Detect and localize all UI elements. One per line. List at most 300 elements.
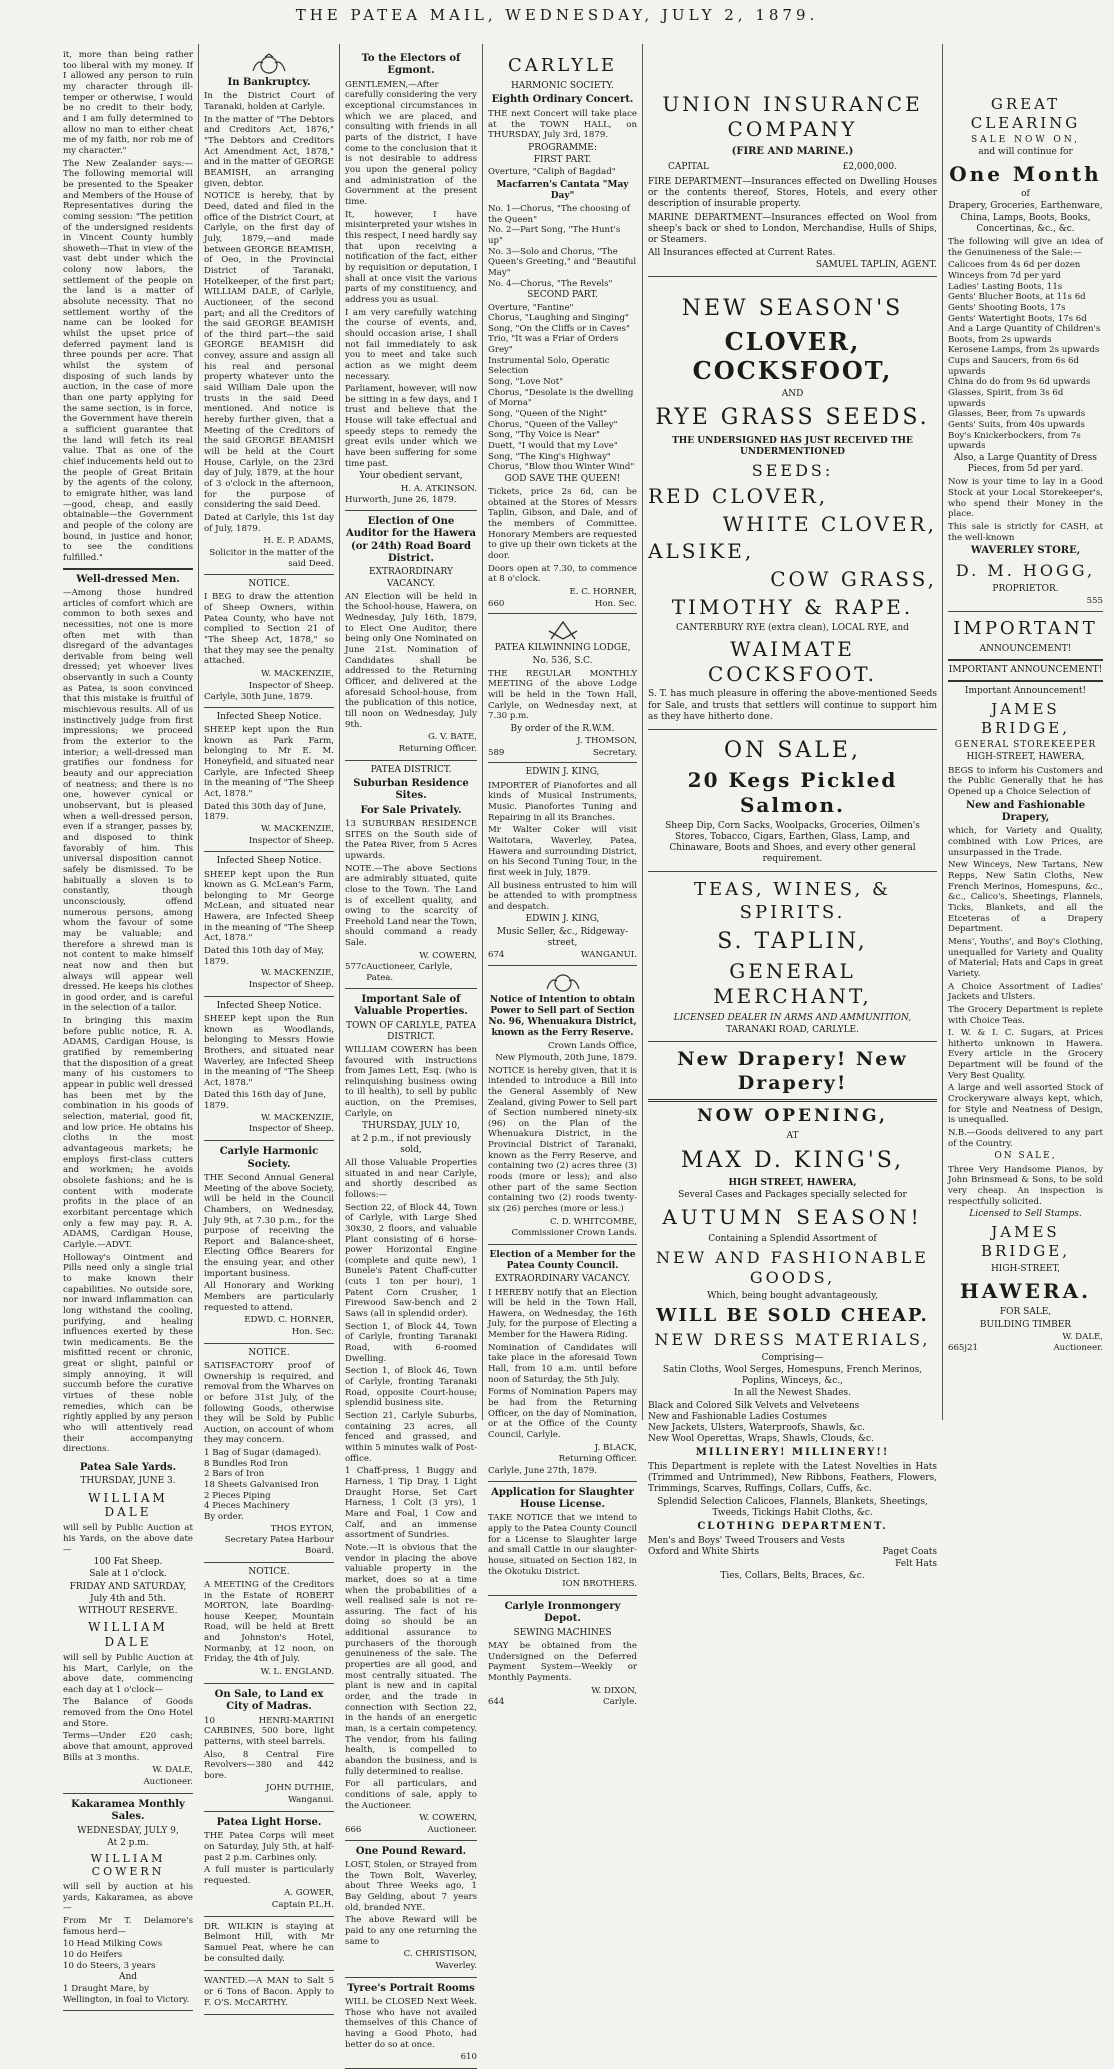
ad-signature: Music Seller, &c., Ridgeway-street, (496, 926, 629, 948)
ad-signature: Inspector of Sheep. (248, 980, 334, 991)
ad-title: Application for Slaughter House License. (491, 1486, 634, 1511)
article-text: The New Zealander says:—The following memorial will be presented to the Speaker and Members of the House of Representatives during the coming session: "The petition of the undersigned residents in Vincent County humbly showeth—That in view of the vast debt under which the colony now labors, the settlement of the people on the land is a matter of absolute necessity. That no settlement worthy of the name can be looked for whilst the upset price of deferred payment land is three pounds per acre. That whilst the system of disposing of such lands by auction, in the case of more than one party applying for the same section, is in force, the Government have therein a sufficient guarantee that the land will fetch its real value. That as one of the chief inducements held out to the people of Great Britain by the agents of the colony, to emigrate hither, was land—good, cheap, and easily obtainable—the Government and people of the colony are bound, in justice and honor, to see the conditions fulfilled." (63, 158, 193, 563)
ad-text: SATISFACTORY proof of Ownership is required, and removal from the Wharves on or before 31st July, of the following Goods, otherwise they will be Sold by Public Auction, on account of whom they may concern. (204, 1360, 334, 1446)
ad-signature: W. COWERN, (419, 950, 477, 961)
ad-signature: H. E. P. ADAMS, (263, 536, 334, 547)
ad-text: Containing a Splendid Assortment of (708, 1233, 877, 1244)
ad-text: THE REGULAR MONTHLY MEETING of the above Lodge will be held in the Town Hall, Carlyle, on Wednesday next, at 7.30 p.m. (488, 668, 637, 722)
ad-signature: W. MACKENZIE, (261, 1112, 334, 1123)
ad-number: 666 (345, 1824, 362, 1835)
ad-signature: Inspector of Sheep. (248, 835, 334, 846)
ad-title: UNION INSURANCE COMPANY (662, 92, 923, 141)
ad-date: Carlyle, 30th June, 1879. (204, 692, 314, 703)
ad-text: The following will give an idea of the Genuineness of the Sale:— (948, 236, 1103, 258)
ad-text: By order of the R.W.M. (510, 723, 615, 734)
ad-list-item: New and Fashionable Ladies Costumes (648, 1411, 827, 1422)
ad-text: SHEEP kept upon the Run known as G. McLean's Farm, belonging to Mr George McLean, and situated near Hawera, are Infected Sheep in the meaning of "The Sheep Act, 1878." (204, 869, 334, 944)
ad-list-item: 10 Head Milking Cows (63, 1939, 163, 1950)
ad-title: CARLYLE (507, 55, 618, 76)
ad-title: EDWIN J. KING, (525, 767, 600, 778)
column-4 (483, 44, 643, 1708)
ad-signature: H. A. ATKINSON. (400, 483, 477, 494)
ad-list-item: Felt Hats (895, 1559, 937, 1570)
ad-list-item: Oxford and White Shirts (648, 1546, 760, 1557)
ad-notice-wharf-goods (204, 1344, 334, 1563)
ad-text: Satin Cloths, Wool Serges, Homespuns, French Merinos, Poplins, Winceys, &c., (662, 1365, 923, 1387)
ad-text: GENTLEMEN,—After carefully considering the very exceptional circumstances in which we are placed, and consulting with friends in all parts of the district, I have come to the conclusion that it is not desirable to address you upon the general policy and administration of the Government at the present time. (345, 79, 477, 207)
ad-text: This sale is strictly for CASH, at the well-known (948, 521, 1103, 543)
ad-text: The above Reward will be paid to any one returning the same to (345, 1915, 477, 1947)
ad-title: Important Sale of Valuable Properties. (354, 993, 468, 1018)
ad-signature: G. V. BATE, (428, 732, 477, 743)
programme-item: Overture, "Caliph of Bagdad" (488, 167, 616, 178)
ad-title: Infected Sheep Notice. (216, 711, 322, 722)
ad-text: I. W. & I. C. Sugars, at Prices hitherto unknown in Hawera. Every article in the Grocery Department will be found of the Very Best Quality. (948, 1028, 1103, 1081)
ad-name: WILLIAM COWERN (90, 1851, 166, 1879)
programme-item: Chorus, "Desolate is the dwelling of Morna" (488, 387, 634, 409)
price-item: Boy's Knickerbockers, from 7s upwards (948, 430, 1081, 452)
ad-signature: Hon. Sec. (291, 1327, 334, 1338)
ad-list-item: And (118, 1972, 138, 1983)
ad-title: Patea Sale Yards. (79, 1462, 177, 1474)
ad-kilwinning-lodge (488, 614, 637, 763)
ad-title: SALE NOW ON, (971, 135, 1080, 146)
divider (948, 659, 1103, 661)
ad-title: ON SALE, (724, 737, 861, 763)
ad-title: GENERAL MERCHANT, (713, 959, 872, 1009)
article-heading: Well-dressed Men. (76, 573, 180, 585)
ad-number: 577c (345, 962, 367, 973)
price-item: Winceys from 7d per yard (948, 270, 1061, 281)
ad-subtitle: SEWING MACHINES (513, 1627, 612, 1638)
ad-title: Infected Sheep Notice. (216, 856, 322, 867)
ad-text: will sell by Public Auction at his Mart, Carlyle, on the above date, commencing each day at 1 o'clock— (63, 1652, 193, 1695)
ad-text: Mens', Youths', and Boy's Clothing, unequalled for Variety and Quality of Material; Hats and Caps in great Variety. (948, 936, 1103, 979)
article-text: it, more than being rather too liberal with my money. If I allowed any person to ruin my character through ill-temper or otherwise, I would be no credit to their body, and I am fully determined to allow no man to either cheat me of my faith, nor rob me of my character." (63, 50, 193, 156)
ad-text: NOTE.—The above Sections are admirably situated, quite close to the Town. The Land is of excellent quality, and owing to the scarcity of Freehold Land near the Town, should command a ready Sale. (345, 863, 477, 949)
ad-title: WAVERLEY STORE, (970, 545, 1081, 557)
ad-date: Carlyle, June 27th, 1879. (488, 1466, 598, 1477)
ad-pound-reward (345, 1841, 477, 1978)
ad-date: at 2 p.m., if not previously sold, (350, 1133, 472, 1155)
ad-text: 13 SUBURBAN RESIDENCE SITES on the South side of the Patea River, from 5 Acres upwards. (345, 818, 477, 861)
ad-title: BUILDING TIMBER (979, 1319, 1072, 1330)
ad-title: In Bankruptcy. (227, 77, 311, 88)
ad-signature: E. C. HORNER, (569, 587, 637, 598)
ad-name: WILLIAM DALE (88, 1620, 168, 1649)
ad-title: Notice of Intention to obtain Power to Sell part of Section No. 96, Whenuakura District, known as the Ferry Reserve. (488, 994, 637, 1039)
programme-item: Song, "On the Cliffs or in Caves" (488, 323, 630, 334)
ad-signature: W. COWERN, (419, 1813, 477, 1824)
price-item: Also, a Large Quantity of Dress Pieces, from 5d per yard. (953, 453, 1098, 475)
ad-text: A MEETING of the Creditors in the Estate of ROBERT MORTON, late Boarding-house Keeper, Mountain Road, will be held at Brett and Johnston's Hotel, Normanby, at 12 noon, on Friday, the 4th of July. (204, 1579, 334, 1665)
ad-title: NEW DRESS MATERIALS, (654, 1330, 931, 1350)
ad-heading: Eighth Ordinary Concert. (491, 94, 634, 106)
ad-text: of (1021, 189, 1030, 200)
price-item: Gents' Suits, from 40s upwards (948, 420, 1085, 431)
ad-edwin-king (488, 763, 637, 965)
ad-list-item: 8 Bundles Rod Iron (204, 1458, 289, 1469)
ad-title: GREAT CLEARING (970, 95, 1081, 132)
ad-text: All Insurances effected at Current Rates. (648, 248, 836, 259)
ad-title: Patea Light Horse. (216, 1816, 322, 1828)
ad-signature: WANGANUI. (580, 949, 637, 960)
ad-signature: Solicitor in the matter of the said Deed. (209, 547, 334, 569)
ad-subtitle: No. 536, S.C. (532, 655, 593, 666)
ad-kakaramea-sales (63, 1794, 193, 2011)
ad-text: New Winceys, New Tartans, New Repps, New Satin Cloths, New French Merinos, Homespuns, &c., &c., Calico's, Sheetings, Flannels, Ticks, Blankets, and all the Etceteras of a Drapery Department. (948, 860, 1103, 935)
ad-signature: Auctioneer, Carlyle, Patea. (366, 962, 453, 984)
ad-date: Hurworth, June 26, 1879. (345, 495, 457, 506)
ad-text: SHEEP kept upon the Run known as Woodlands, belonging to Messrs Howie Brothers, and situated near Waverley, are Infected Sheep in the meaning of "The Sheep Act, 1878." (204, 1013, 334, 1088)
ad-text: Several Cases and Packages specially selected for (678, 1189, 907, 1200)
ad-text: 10 HENRI-MARTINI CARBINES, 500 bore, light patterns, with steel barrels. (204, 1715, 334, 1747)
ad-title: JAMES BRIDGE, (981, 700, 1070, 737)
ad-list-item: 4 Pieces Machinery (204, 1501, 290, 1512)
seed-item: TIMOTHY & RAPE. (671, 594, 914, 619)
programme-item: No. 2—Part Song, "The Hunt's up" (488, 225, 621, 247)
newspaper-columns (58, 44, 1108, 2063)
ad-light-horse (204, 1812, 334, 1917)
programme-item: No. 3—Solo and Chorus, "The Queen's Greeting," and "Beautiful May" (488, 246, 637, 279)
price-item: Calicoes from 4s 6d per dozen (948, 260, 1081, 271)
ad-title: NEW SEASON'S (681, 296, 904, 322)
ad-text: AT (786, 1131, 799, 1142)
ad-james-bridge (948, 612, 1103, 1358)
ad-list-item: 10 do Steers, 3 years (63, 1960, 156, 1971)
ad-text: A large and well assorted Stock of Crockeryware always kept, which, for Style and Neatness of Design, is unequalled. (948, 1083, 1103, 1126)
ad-list-item: 1 Draught Mare, by Wellington, in foal to Victory. (63, 1984, 190, 2006)
ad-list-item: Ties, Collars, Belts, Braces, &c. (720, 1571, 865, 1582)
ad-signature: C. CHRISTISON, (403, 1949, 477, 1960)
ad-list-item: 2 Pieces Piping (204, 1490, 271, 1501)
ad-name: WILLIAM DALE (88, 1490, 168, 1520)
ad-title: To the Electors of Egmont. (361, 53, 461, 77)
ad-number: 674 (488, 949, 505, 960)
ad-text: GOD SAVE THE QUEEN! (504, 474, 621, 485)
programme-item: Chorus, "Blow thou Winter Wind" (488, 462, 635, 473)
ad-carbines (204, 1684, 334, 1812)
programme-item: Chorus, "Queen of the Valley" (488, 419, 618, 430)
ad-heading: Suburban Residence Sites. (353, 777, 469, 802)
ad-text: Comprising— (761, 1353, 824, 1364)
ad-text: Sale at 1 o'clock. (89, 1569, 167, 1580)
ad-title: CLOTHING DEPARTMENT. (697, 1521, 888, 1533)
seed-item: WAIMATE COCKSFOOT. (707, 636, 878, 686)
ad-signature: Auctioneer. (1053, 1343, 1103, 1354)
ad-heading: SECOND PART. (527, 290, 598, 301)
ad-title: ANNOUNCEMENT! (979, 643, 1072, 654)
ad-title: One Month (949, 161, 1102, 186)
ad-number: 665j21 (948, 1343, 979, 1354)
ad-text: I HEREBY notify that an Election will be held in the Town Hall, Hawera, on Wednesday, the 16th July, for the purpose of Electing a Member for the Hawera Riding. (488, 1287, 637, 1341)
ad-signature: W. MACKENZIE, (261, 669, 334, 680)
ad-text: TARANAKI ROAD, CARLYLE. (726, 1025, 859, 1036)
divider (648, 1099, 937, 1102)
masthead: THE PATEA MAIL, WEDNESDAY, JULY 2, 1879. (295, 6, 819, 24)
ad-text: Crown Lands Office, (547, 1041, 637, 1052)
ad-text: Tickets, price 2s 6d, can be obtained at the Stores of Messrs Taplin, Gibson, and Dale, and of the members of Committee. Honorary Members are requested to give up their own tickets at the door. (488, 487, 637, 562)
ad-text: In all the Newest Shades. (733, 1388, 852, 1399)
ad-signature: W. MACKENZIE, (261, 968, 334, 979)
column-2 (199, 44, 340, 2008)
ad-text: In the District Court of Taranaki, holden at Carlyle. (204, 91, 334, 113)
ad-date: THURSDAY, JULY 10, (362, 1121, 460, 1132)
ad-heading: FIRST PART. (533, 154, 592, 165)
seed-item: SEEDS: (751, 460, 834, 480)
ad-title: NOW OPENING, (697, 1106, 888, 1127)
ad-text: BEGS to inform his Customers and the Public Generally that he has Opened up a Choice Selection of (948, 765, 1103, 797)
divider (63, 568, 193, 570)
programme-item: No. 1—Chorus, "The choosing of the Queen" (488, 204, 630, 225)
ad-infected-sheep-1 (204, 708, 334, 852)
ad-signature: Auctioneer. (143, 1777, 193, 1788)
ad-signature: THOS EYTON, (270, 1523, 334, 1534)
ad-text: Forms of Nomination Papers may be had from the Returning Officer, on the day of Nomination, or at the Office of the County Council, Carlyle. (488, 1387, 637, 1441)
ad-text: HIGH STREET, HAWERA, (728, 1177, 857, 1188)
programme-item: Song, "Love Not" (488, 377, 564, 388)
ad-text: A full muster is particularly requested. (204, 1865, 334, 1886)
ad-title: IMPORTANT (953, 618, 1098, 640)
ad-slaughter-license (488, 1482, 637, 1596)
programme-item: Song, "Thy Voice is Near" (488, 430, 601, 441)
ad-text: THE UNDERSIGNED HAS JUST RECEIVED THE UNDERMENTIONED (672, 435, 913, 457)
ad-text: THE Second Annual General Meeting of the above Society, will be held in the Council Chambers, on Wednesday, July 9th, at 7.30 p.m., for the purpose of receiving the Report and Balance-sheet, Electing Office Bearers for the ensuing year, and other important business. (204, 1172, 334, 1279)
ad-seeds (648, 277, 937, 730)
ad-text: Mr Walter Coker will visit Waitotara, Waverley, Patea, Hawera and surrounding District, on his Second Tuning Tour, in the first week in July, 1879. (488, 825, 637, 878)
ad-title: Important Announcement! (964, 685, 1087, 696)
ad-title: WILL BE SOLD CHEAP. (656, 1304, 929, 1326)
ad-date: THURSDAY, JUNE 3. (80, 1476, 176, 1487)
ad-text: Section 1, of Block 44, Town of Carlyle, fronting Taranaki Road, with 6-roomed Dwelling. (345, 1321, 477, 1364)
ad-notice-sheep-owners (204, 575, 334, 708)
ad-text: Sheep Dip, Corn Sacks, Woolpacks, Groceries, Oilmen's Stores, Tobacco, Cigars, Earthen, Glass, Lamp, and Chinaware, Boots and Shoes, and every other general requirement. (665, 820, 920, 865)
ad-signature: Secretary. (592, 747, 637, 758)
price-item: And a Large Quantity of Children's Boots, from 2s upwards (948, 324, 1101, 345)
ad-text: N.B.—Goods delivered to any part of the Country. (948, 1128, 1103, 1149)
ad-text: It, however, I have misinterpreted your wishes in this respect, I need hardly say that upon receiving a notification of the fact, either by requisition or deputation, I shall at once visit the various parts of my constituency, and address you as usual. (345, 209, 477, 305)
programme-item: Chorus, "Laughing and Singing" (488, 313, 629, 324)
ad-text: S. T. has much pleasure in offering the above-mentioned Seeds for Sale, and trusts that settlers will continue to support him as they have hitherto done. (648, 689, 937, 722)
ad-text: Section 22, of Block 44, Town of Carlyle, with Large Shed 30x30, 2 floors, and valuable Plant consisting of 6 horse-power Horizontal Engine (complete and quite new), 1 Bunele's Patent Chaff-cutter (cuts 1 ton per hour), 1 Patent Corn Crusher, 1 Firewood Saw-bench and 2 Saws (all in splendid order). (345, 1202, 477, 1320)
ad-ironmongery (488, 1596, 637, 1712)
royal-crest-icon (533, 971, 593, 993)
ad-title: MILLINERY! MILLINERY!! (695, 1447, 890, 1459)
article-text: In bringing this maxim before public notice, R. A. ADAMS, Cardigan House, is gratified by remembering that the disposition of a great many of his customers to appear in public well dressed has been met by the combination in his goods of selection, material, good fit, and low price. He obtains his cloths in the most advantageous markets; he employs first-class cutters and workmen; he avoids obsolete fashions; and he is content with moderate profits in the place of an exorbitant percentage which only a few may pay. R. A. ADAMS, Cardigan House, Carlyle.—ADVT. (63, 1016, 193, 1250)
ad-text: All those Valuable Properties situated in and near Carlyle, and shortly described as follows:— (345, 1157, 477, 1200)
ad-text: THE Patea Corps will meet on Saturday, July 5th, at half-past 2 p.m. Carbines only. (204, 1831, 334, 1863)
royal-crest-icon (239, 53, 299, 75)
ad-title: HIGH-STREET, (990, 1263, 1061, 1274)
ad-text: 1 Chaff-press, 1 Buggy and Harness, 1 Tip Dray, 1 Light Draught Horse, Set Cart Harness, 1 Colt (3 yrs), 1 Mare and Foal, 1 Cow and Calf, and an immense assortment of Sundries. (345, 1466, 477, 1541)
ad-title: AUTUMN SEASON! (662, 1205, 923, 1230)
ad-list-item: New Wool Operettas, Wraps, Shawls, Clouds, &c. (648, 1434, 874, 1445)
ad-signature: Captain P.L.H. (271, 1900, 334, 1911)
ad-text: FIRE DEPARTMENT—Insurances effected on Dwelling Houses or the contents thereof, Stores, Hotels, and every other description of insurable property. (648, 177, 937, 210)
ad-text: Three Very Handsome Pianos, by John Brinsmead & Sons, to be sold very cheap. An inspection is respectfully solicited. (948, 1164, 1103, 1207)
ad-signature: Commissioner Crown Lands. (511, 1228, 637, 1239)
ad-title: Carlyle Ironmongery Depot. (504, 1601, 621, 1625)
ad-text: Dated at Carlyle, this 1st day of July, 1879. (204, 512, 334, 534)
ad-title: One Pound Reward. (355, 1845, 467, 1857)
ad-text: Which, being bought advantageously, (707, 1290, 878, 1301)
programme-item: Instrumental Solo, Operatic Selection (488, 355, 610, 377)
ad-date: New Plymouth, 20th June, 1879. (495, 1052, 637, 1063)
ad-harmonic-meeting (204, 1141, 334, 1344)
column-3 (340, 44, 483, 2063)
ad-title: Carlyle Harmonic Society. (219, 1146, 319, 1170)
ad-signature: SAMUEL TAPLIN, AGENT. (815, 260, 937, 271)
ad-text: WILLIAM COWERN has been favoured with instructions from James Lett, Esq. (who is relinquishing business owing to ill health), to sell by public auction, on the Premises, Carlyle, on (345, 1044, 477, 1119)
ad-date: July 4th and 5th. (89, 1593, 166, 1604)
ad-great-clearing (948, 48, 1103, 612)
ad-list-item: Black and Colored Silk Velvets and Velveteens (648, 1400, 860, 1411)
ad-text: Note.—It is obvious that the vendor in placing the above valuable property in the market, does so at a time when the probabilities of a well realised sale is not re-assuring. The fact of his doing so should be an additional assurance to purchasers of the thorough genuineness of the sale. The properties are all good, and most centrally situated. The plant is new and in capital order, and the trade in connection with Section 22, in the hands of an energetic man, is a certain competency. The vendor, from his failing health, is compelled to abandon the business, and is fully determined to realise. (345, 1542, 477, 1777)
price-item: Kerosene Lamps, from 2s upwards (948, 345, 1100, 356)
ad-text: WANTED.—A MAN to Salt 5 or 6 Tons of Bacon. Apply to F. O'S. McCARTHY. (204, 1976, 334, 2008)
ad-text: DR. WILKIN is staying at Belmont Hill, with Mr Samuel Peat, where he can be consulted daily. (204, 1921, 334, 1964)
ad-text: will sell by auction at his yards, Kakaramea, as above— (63, 1882, 193, 1914)
programme-item: Song, "The King's Highway" (488, 451, 611, 462)
ad-text: All Honorary and Working Members are particularly requested to attend. (204, 1281, 334, 1313)
ad-list-item: 18 Sheets Galvanised Iron (204, 1480, 319, 1491)
ad-bankruptcy (204, 48, 334, 575)
ad-carlyle-concert (488, 48, 637, 614)
ad-subtitle: HARMONIC SOCIETY. (510, 81, 615, 92)
ad-title: 20 Kegs Pickled Salmon. (687, 768, 898, 817)
ad-text: THE next Concert will take place at the TOWN HALL, on THURSDAY, July 3rd, 1879. (488, 108, 637, 141)
ad-text: By order. (204, 1512, 244, 1523)
ad-text: Drapery, Groceries, Earthenware, China, Lamps, Boots, Books, Concertinas, &c., &c. (948, 201, 1103, 234)
ad-county-election (488, 1245, 637, 1482)
ad-date: WEDNESDAY, JULY 9, (77, 1825, 179, 1836)
ad-number: 660 (488, 598, 505, 609)
price-item: Gents' Blucher Boots, at 11s 6d (948, 292, 1086, 303)
ad-text: Splendid Selection Calicoes, Flannels, Blankets, Sheetings, Tweeds, Tickings Habit Cloths, &c. (657, 1497, 928, 1519)
ad-signature: J. BLACK, (594, 1442, 637, 1453)
ad-text: Also, 8 Central Fire Revolvers—380 and 442 bore. (204, 1749, 334, 1781)
ad-date: FRIDAY AND SATURDAY, (69, 1581, 187, 1592)
ad-signature: Inspector of Sheep. (248, 1124, 334, 1135)
ad-text: All business entrusted to him will be attended to with promptness and despatch. (488, 880, 637, 912)
ad-text: MARINE DEPARTMENT—Insurances effected on Wool from sheep's back or shed to London, Merchandise, Hulls of Ships, or Steamers. (648, 212, 937, 245)
column-5 (643, 44, 943, 1582)
ad-title: RYE GRASS SEEDS. (655, 405, 930, 431)
ad-signature: W. DIXON, (591, 1685, 637, 1696)
ad-title: HIGH-STREET, HAWERA, (966, 752, 1085, 763)
ad-title: MAX D. KING'S, (680, 1147, 905, 1173)
ad-text: Nomination of Candidates will take place in the aforesaid Town Hall, from 10 a.m. until before noon of Saturday, the 5th July. (488, 1342, 637, 1385)
ad-text: 100 Fat Sheep. (93, 1557, 163, 1568)
ad-signature: Auctioneer. (427, 1824, 477, 1835)
ad-date: At 2 p.m. (107, 1837, 149, 1848)
ad-title: FOR SALE, (999, 1307, 1052, 1318)
ad-list-item: 10 do Heifers (63, 1950, 123, 1960)
ad-text: Doors open at 7.30, to commence at 8 o'clock. (488, 563, 637, 585)
ad-number: 644 (488, 1697, 505, 1708)
ad-text: LOST, Stolen, or Strayed from the Town Bolt, Waverley, about Three Weeks ago, 1 Bay Gelding, about 7 years old, branded NYE. (345, 1860, 477, 1913)
price-item: Cups and Saucers, from 6s 6d upwards (948, 356, 1079, 377)
ad-title: Election of a Member for the Patea County Council. (489, 1250, 636, 1272)
price-item: Ladies' Lasting Boots, 11s (948, 281, 1063, 292)
seed-item: RED CLOVER, (648, 483, 829, 508)
ad-subtitle: EXTRAORDINARY VACANCY. (369, 567, 453, 589)
ad-text: For all particulars, and conditions of sale, apply to the Auctioneer. (345, 1779, 477, 1811)
ad-text: Terms—Under £20 cash; above that amount, approved Bills at 3 months. (63, 1731, 193, 1763)
ad-text: NOTICE is hereby given, that it is intended to introduce a Bill into the General Assembly of New Zealand, giving Power to Sell part of Section numbered ninety-six (96) on the Plan of the Whenuakura District, in the Provincial District of Taranaki, known as the Ferry Reserve, and containing two (2) acres three (3) roods (more or less); and also other part of the same Section containing two (2) roods twenty-six (26) perches (more or less.) (488, 1065, 637, 1215)
programme-item: Duett, "I would that my Love" (488, 441, 618, 452)
ad-text: which, for Variety and Quality, combined with Low Prices, are unsurpassed in the Trade. (948, 826, 1103, 858)
article-text: Holloway's Ointment and Pills need only a single trial to make known their capabilities. No outside sore, nor inward inflammation can long withstand the cooling, purifying, and healing influences exerted by these twin medicaments. Be the misfitted recent or chronic, great or slight, painful or simply annoying, it will succumb before the curative virtues of these noble remedies, which can be rightly applied by any person who will attentively read their accompanying directions. (63, 1252, 193, 1455)
ad-text: CAPITAL (668, 161, 709, 172)
ad-text: This Department is replete with the Latest Novelties in Hats (Trimmed and Untrimmed), New Ribbons, Feathers, Flowers, Trimmings, Scarves, Ruffings, Collars, Cuffs, &c. (648, 1461, 937, 1494)
ad-signature: Secretary Patea Harbour Board. (224, 1535, 334, 1557)
divider (948, 680, 1103, 682)
ad-signature: Hon. Sec. (594, 598, 637, 609)
price-item: Gents' Watertight Boots, 17s 6d (948, 313, 1087, 324)
ad-date: Dated this 16th day of June, 1879. (204, 1090, 326, 1112)
ad-important-sale (345, 989, 477, 1841)
ad-text: Section 1, of Block 46, Town of Carlyle, fronting Taranaki Road, opposite Court-house; splendid business site. (345, 1366, 477, 1409)
ad-title: NEW AND FASHIONABLE GOODS, (656, 1248, 929, 1287)
seed-item: ALSIKE, (648, 539, 755, 564)
ad-title: GENERAL STOREKEEPER (954, 740, 1097, 751)
price-item: Gents' Shooting Boots, 17s (948, 302, 1066, 313)
ad-signature: JOHN DUTHIE, (266, 1783, 334, 1794)
ad-number: 555 (1086, 595, 1103, 606)
seed-item: COW GRASS, (770, 567, 937, 592)
ad-text: and will continue for (978, 147, 1073, 158)
ad-signature: J. THOMSON, (577, 736, 637, 747)
ad-text: In the matter of "The Debtors and Creditors Act, 1876," "The Debtors and Creditors Act Amendment Act, 1878," and in the matter of GEORGE BEAMISH, an arranging given, debtor. (204, 114, 334, 189)
ad-text: AND (781, 389, 804, 400)
ad-signature: Returning Officer. (398, 743, 477, 754)
ad-heading: For Sale Privately. (360, 804, 462, 816)
ad-text: Section 21, Carlyle Suburbs, containing 23 acres, all fenced and grassed, and within 5 minutes walk of Post-office. (345, 1411, 477, 1464)
ad-dr-wilkin (204, 1917, 334, 1972)
ad-number: 589 (488, 747, 505, 758)
ad-signature: Wanganui. (288, 1795, 334, 1806)
ad-signature: W. DALE, (1062, 1331, 1103, 1342)
ad-text: NOTICE is hereby, that by Deed, dated and filed in the office of the District Court, at Carlyle, on the first day of July, 1879,—and made between GEORGE BEAMISH, of Oeo, in the Provincial District of Taranaki, Hotelkeeper, of the first part; WILLIAM DALE, of Carlyle, Auctioneer, of the second part; and all the Creditors of the said GEORGE BEAMISH of the third part—the said GEORGE BEAMISH did convey, assure and assign all his real and personal property whatever unto the said William Dale upon the trusts in the said Deed mentioned. And notice is hereby further given, that a Meeting of the Creditors of the said GEORGE BEAMISH will be held at the Court House, Carlyle, on the 23rd day of July, 1879, at the hour of 3 o'clock in the afternoon, for the purpose of considering the said Deed. (204, 191, 334, 511)
ad-ferry-reserve (488, 966, 637, 1245)
ad-signature: Returning Officer. (558, 1454, 637, 1465)
ad-title: NOTICE. (248, 579, 290, 590)
programme-item: Song, "Queen of the Night" (488, 409, 608, 420)
ad-list-item: Men's and Boys' Tweed Trousers and Vests (648, 1535, 845, 1546)
programme-item: Trio, "It was a Friar of Orders Grey" (488, 334, 619, 356)
ad-text: Parliament, however, will now be sitting in a few days, and I trust and believe that the House will take effectual and speedy steps to remedy the great evils under which we have been suffering for some time past. (345, 384, 477, 469)
ad-title: IMPORTANT ANNOUNCEMENT! (948, 664, 1103, 675)
column-1 (58, 44, 199, 2006)
ad-title: ON SALE, (994, 1151, 1057, 1162)
ad-title: PATEA DISTRICT. (370, 764, 452, 775)
ad-salmon (648, 730, 937, 872)
ad-subtitle: TOWN OF CARLYLE, PATEA DISTRICT. (346, 1020, 476, 1042)
ad-signature: W. DALE, (152, 1765, 193, 1776)
ad-signature: C. D. WHITCOMBE, (550, 1216, 637, 1227)
ad-signature: Inspector of Sheep. (248, 680, 334, 691)
ad-list-item: 2 Bars of Iron (204, 1469, 265, 1480)
price-item: China do do from 9s 6d upwards (948, 377, 1091, 388)
ad-date: WITHOUT RESERVE. (78, 1605, 178, 1616)
ad-text: Your obedient servant, (359, 471, 463, 482)
ad-union-insurance (648, 48, 937, 277)
ad-wanted (204, 1971, 334, 2015)
ad-text: TAKE NOTICE that we intend to apply to the Patea County Council for a License to Slaughter large and small Cattle in our slaughter-house, situated on Section 182, in the Okotuku District. (488, 1513, 637, 1577)
ad-max-king (648, 1042, 937, 1587)
seed-item: CANTERBURY RYE (extra clean), LOCAL RYE, and (676, 622, 909, 633)
